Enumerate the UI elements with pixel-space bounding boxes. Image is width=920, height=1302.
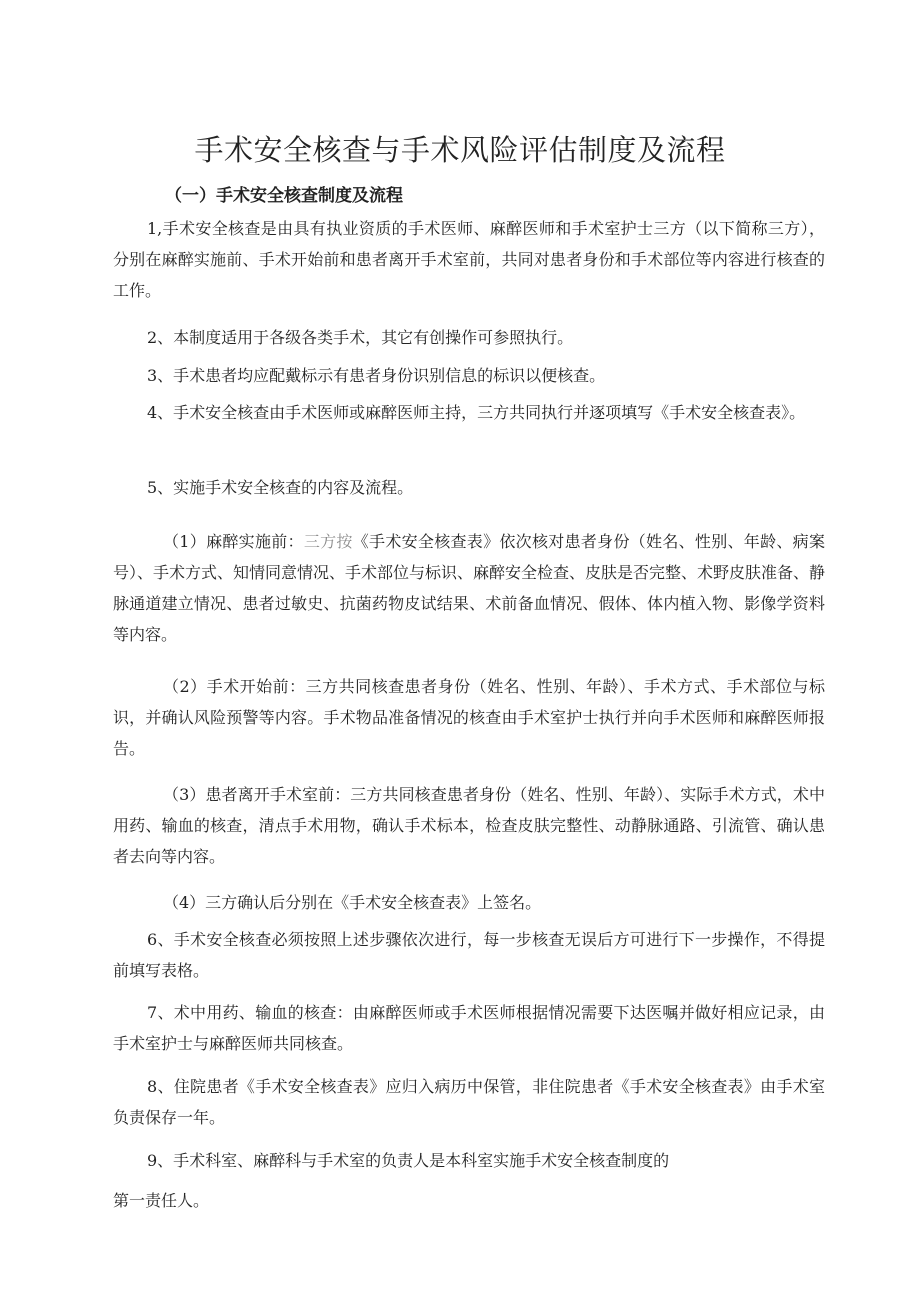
paragraph-7: 7、术中用药、输血的核查：由麻醉医师或手术医师根据情况需要下达医嘱并做好相应记录，由手术室护士与麻醉医师共同核查。 (113, 1003, 825, 1053)
paragraph-9: 9、手术科室、麻醉科与手术室的负责人是本科室实施手术安全核查制度的 (147, 1151, 670, 1170)
subitem-1 (113, 526, 825, 650)
paragraph-9-continuation: 第一责任人。 (113, 1191, 210, 1210)
paragraph-5: 5、实施手术安全核查的内容及流程。 (147, 478, 414, 497)
subitem-1-prefix: （1）麻醉实施前： (163, 532, 304, 551)
subitem-3: （3）患者离开手术室前：三方共同核查患者身份（姓名、性别、年龄）、实际手术方式，术中用药、输血的核查，清点手术用物，确认手术标本，检查皮肤完整性、动静脉通路、引流管、确认患者去向等内容。 (113, 785, 825, 866)
paragraph-8: 8、住院患者《手术安全核查表》应归入病历中保管，非住院患者《手术安全核查表》由手术室负责保存一年。 (113, 1077, 825, 1127)
section-heading: （一）手术安全核查制度及流程 (165, 186, 403, 206)
subitem-1-rest: 《手术安全核查表》依次核对患者身份（姓名、性别、年龄、病案号）、手术方式、知情同意情况、手术部位与标识、麻醉安全检查、皮肤是否完整、术野皮肤准备、静脉通道建立情况、患者过敏史、抗菌药物皮试结果、术前备血情况、假体、体内植入物、影像学资料等内容。 (113, 532, 826, 644)
subitem-1-highlight: 三方按 (303, 532, 353, 551)
paragraph-4: 4、手术安全核查由手术医师或麻醉医师主持，三方共同执行并逐项填写《手术安全核查表》。 (147, 403, 806, 422)
paragraph-3: 3、手术患者均应配戴标示有患者身份识别信息的标识以便核查。 (147, 366, 606, 385)
paragraph-6: 6、手术安全核查必须按照上述步骤依次进行，每一步核查无误后方可进行下一步操作，不得提前填写表格。 (113, 930, 825, 980)
subitem-4: （4）三方确认后分别在《手术安全核查表》上签名。 (163, 893, 542, 912)
subitem-2: （2）手术开始前：三方共同核查患者身份（姓名、性别、年龄）、手术方式、手术部位与标识，并确认风险预警等内容。手术物品准备情况的核查由手术室护士执行并向手术医师和麻醉医师报告。 (113, 677, 825, 758)
page-title: 手术安全核查与手术风险评估制度及流程 (194, 133, 726, 167)
paragraph-1: 1,手术安全核查是由具有执业资质的手术医师、麻醉医师和手术室护士三方（以下简称三方），分别在麻醉实施前、手术开始前和患者离开手术室前，共同对患者身份和手术部位等内容进行核查的工作。 (113, 219, 825, 300)
paragraph-2: 2、本制度适用于各级各类手术，其它有创操作可参照执行。 (147, 328, 574, 347)
